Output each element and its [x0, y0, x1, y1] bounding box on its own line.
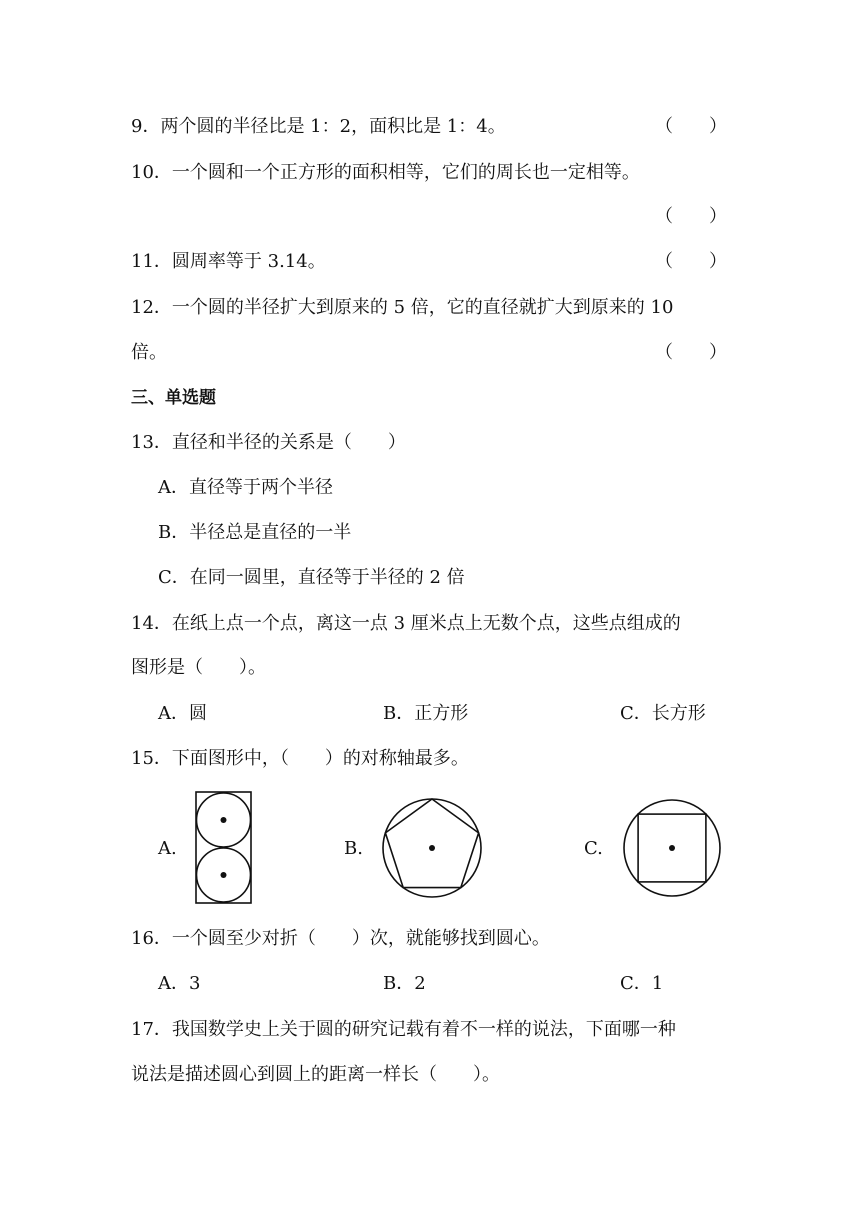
q9-answer-paren[interactable]: （ ）: [655, 116, 727, 137]
q13-option-c[interactable]: C．在同一圆里，直径等于半径的 2 倍: [158, 567, 465, 588]
q15-text: 15．下面图形中，（ ）的对称轴最多。: [131, 748, 469, 769]
q15-figure-c: [621, 797, 723, 899]
q10-text: 10．一个圆和一个正方形的面积相等，它们的周长也一定相等。: [131, 162, 640, 183]
q14-text-line1: 14．在纸上点一个点，离这一点 3 厘米点上无数个点，这些点组成的: [131, 613, 681, 634]
q15-option-c-label[interactable]: C.: [584, 838, 603, 859]
q17-text-line2: 说法是描述圆心到圆上的距离一样长（ ）。: [131, 1064, 500, 1085]
q14-option-b[interactable]: B．正方形: [383, 703, 469, 724]
q12-text-line1: 12．一个圆的半径扩大到原来的 5 倍，它的直径就扩大到原来的 10: [131, 297, 674, 318]
q14-option-c[interactable]: C．长方形: [620, 703, 706, 724]
figure-a-center-dot-top: [221, 817, 227, 823]
q12-text-line2: 倍。: [131, 342, 167, 363]
q16-option-c[interactable]: C．1: [620, 973, 664, 994]
q11-answer-paren[interactable]: （ ）: [655, 251, 727, 272]
figure-c-center-dot: [669, 845, 675, 851]
q14-option-a[interactable]: A．圆: [158, 703, 207, 724]
figure-b-center-dot: [429, 845, 435, 851]
q15-figure-b: [380, 796, 484, 900]
q15-option-b-label[interactable]: B.: [344, 838, 363, 859]
q11-text: 11．圆周率等于 3.14。: [131, 251, 326, 272]
q13-text: 13．直径和半径的关系是（ ）: [131, 432, 406, 453]
q16-text: 16．一个圆至少对折（ ）次，就能够找到圆心。: [131, 928, 550, 949]
q9-text: 9．两个圆的半径比是 1：2，面积比是 1：4。: [131, 116, 506, 137]
q15-figure-a: [195, 791, 255, 907]
q12-answer-paren[interactable]: （ ）: [655, 342, 727, 363]
q10-answer-paren[interactable]: （ ）: [655, 206, 727, 227]
q14-text-line2: 图形是（ ）。: [131, 657, 266, 678]
q16-option-a[interactable]: A．3: [158, 973, 201, 994]
q17-text-line1: 17．我国数学史上关于圆的研究记载有着不一样的说法，下面哪一种: [131, 1019, 676, 1040]
figure-a-center-dot-bottom: [221, 872, 227, 878]
q13-option-a[interactable]: A．直径等于两个半径: [158, 477, 333, 498]
section-heading: 三、单选题: [131, 388, 216, 408]
q16-option-b[interactable]: B．2: [383, 973, 426, 994]
q13-option-b[interactable]: B．半径总是直径的一半: [158, 522, 352, 543]
q15-option-a-label[interactable]: A.: [158, 838, 177, 859]
